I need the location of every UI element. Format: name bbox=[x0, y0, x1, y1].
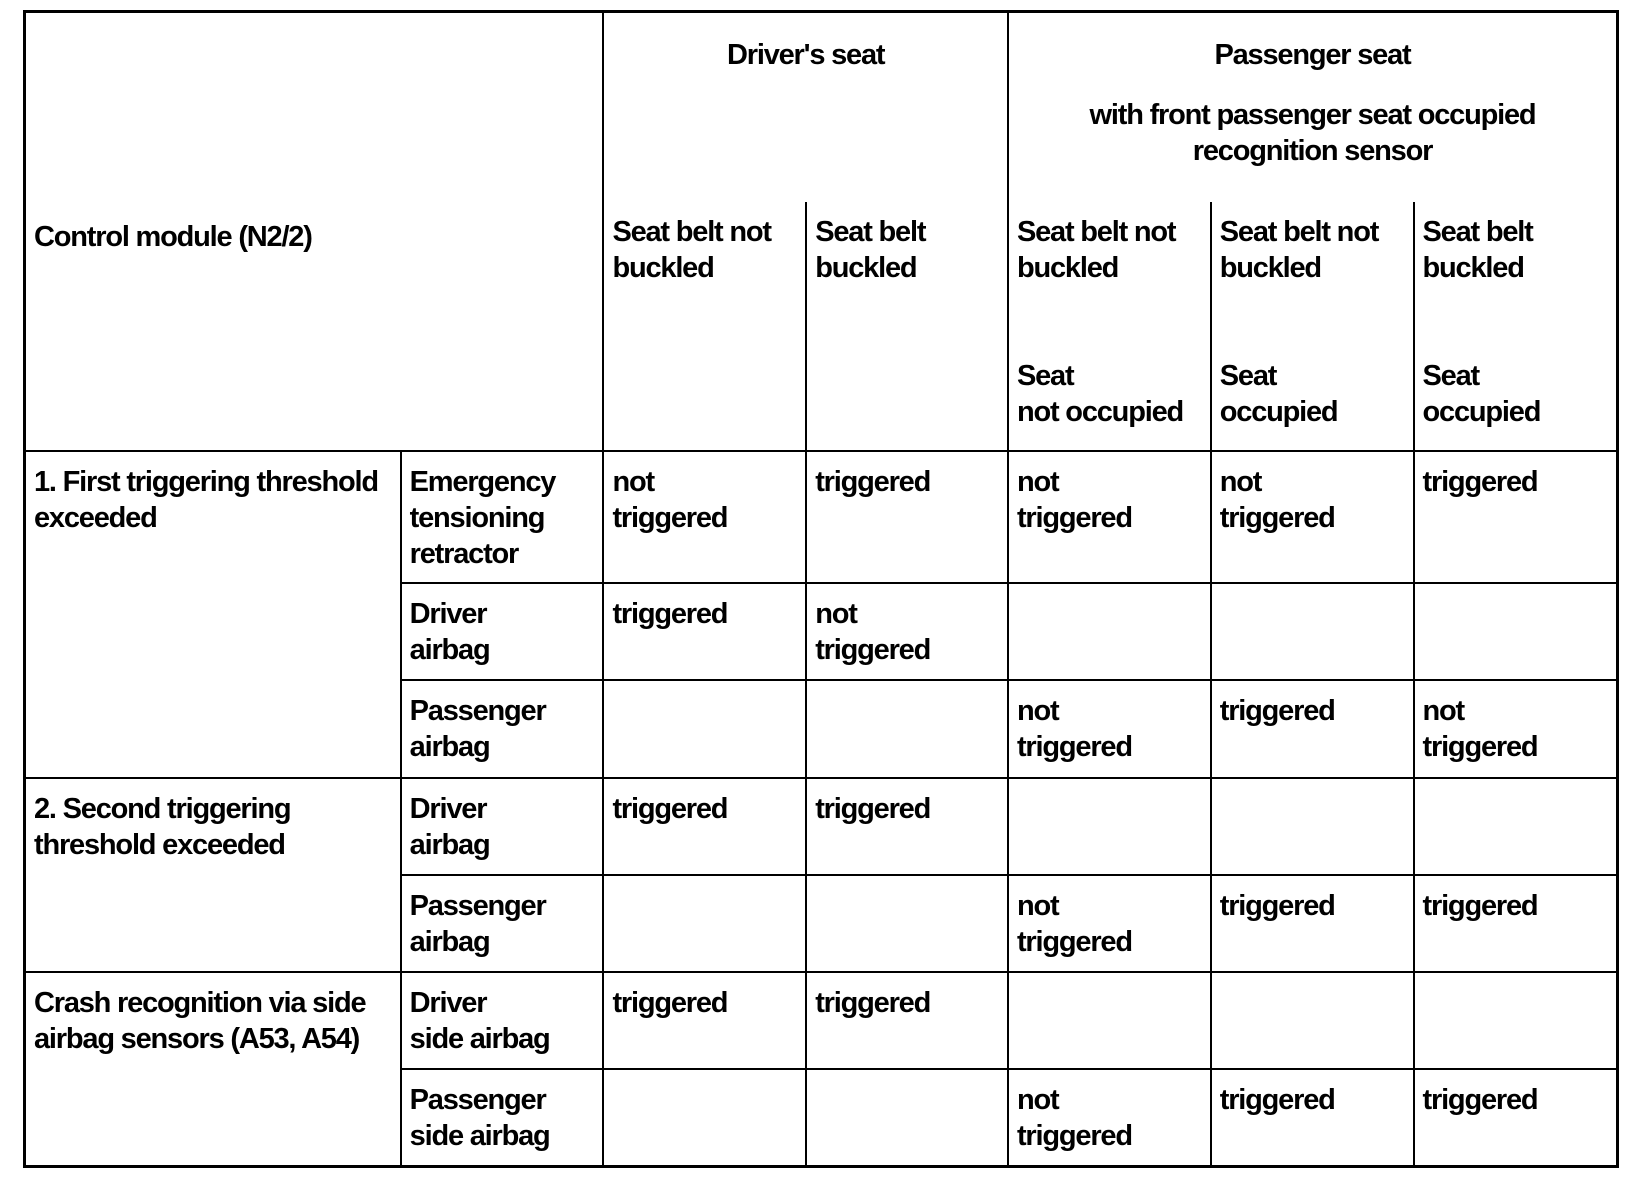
passenger-seat-sensor-note: with front passenger seat occupied recognition sensor bbox=[1089, 99, 1536, 167]
airbag-triggering-table bbox=[23, 10, 1619, 1168]
table-cell bbox=[1211, 972, 1414, 1069]
table-cell bbox=[1414, 778, 1618, 875]
column-header-line2: Seat not occupied bbox=[1016, 359, 1184, 428]
table-cell bbox=[603, 680, 806, 777]
table-cell: triggered bbox=[1414, 1069, 1618, 1166]
passenger-seat-header bbox=[1008, 12, 1618, 202]
table-cell bbox=[1008, 583, 1211, 680]
column-header-driver-belt-not-buckled bbox=[603, 202, 806, 451]
column-header-passenger-not-buckled-not-occupied bbox=[1008, 202, 1211, 451]
column-header-line1: Seat belt not buckled bbox=[612, 215, 771, 284]
component-label: Driver airbag bbox=[401, 583, 604, 680]
table-cell bbox=[1008, 972, 1211, 1069]
component-label: Driver side airbag bbox=[401, 972, 604, 1069]
table-cell: triggered bbox=[806, 778, 1008, 875]
table-cell: not triggered bbox=[1008, 680, 1211, 777]
table-cell bbox=[1211, 583, 1414, 680]
table-row bbox=[25, 972, 1618, 1069]
table-row bbox=[25, 778, 1618, 875]
group-label-first-threshold: 1. First triggering threshold exceeded bbox=[25, 451, 401, 778]
group-label-second-threshold: 2. Second triggering threshold exceeded bbox=[25, 778, 401, 972]
control-module-label: Control module (N2/2) bbox=[34, 221, 312, 254]
airbag-triggering-table-sheet bbox=[23, 10, 1619, 1168]
table-cell: triggered bbox=[1211, 1069, 1414, 1166]
control-module-header bbox=[25, 12, 604, 451]
table-cell: triggered bbox=[1414, 451, 1618, 584]
table-cell bbox=[1211, 778, 1414, 875]
column-header-line1: Seat belt buckled bbox=[1422, 215, 1533, 284]
table-row bbox=[25, 451, 1618, 584]
table-cell bbox=[1414, 972, 1618, 1069]
table-cell: triggered bbox=[603, 583, 806, 680]
table-cell bbox=[1414, 583, 1618, 680]
column-header-driver-belt-buckled bbox=[806, 202, 1008, 451]
table-cell: triggered bbox=[806, 972, 1008, 1069]
column-header-line1: Seat belt buckled bbox=[815, 215, 926, 284]
drivers-seat-header bbox=[603, 12, 1008, 202]
table-cell: triggered bbox=[806, 451, 1008, 584]
passenger-seat-label: Passenger seat bbox=[1214, 39, 1411, 71]
table-cell: not triggered bbox=[1211, 451, 1414, 584]
table-cell bbox=[806, 1069, 1008, 1166]
column-header-passenger-buckled-occupied bbox=[1414, 202, 1618, 451]
table-cell: triggered bbox=[1414, 875, 1618, 972]
column-header-line1: Seat belt not buckled bbox=[1219, 215, 1379, 284]
drivers-seat-label: Driver's seat bbox=[727, 39, 885, 71]
table-cell: triggered bbox=[603, 972, 806, 1069]
table-cell: not triggered bbox=[1414, 680, 1618, 777]
table-cell: not triggered bbox=[1008, 451, 1211, 584]
table-cell: triggered bbox=[1211, 680, 1414, 777]
column-header-line2: Seat occupied bbox=[1219, 359, 1338, 428]
component-label: Passenger airbag bbox=[401, 680, 604, 777]
table-cell bbox=[603, 1069, 806, 1166]
component-label: Passenger side airbag bbox=[401, 1069, 604, 1166]
table-cell bbox=[806, 875, 1008, 972]
table-cell: triggered bbox=[603, 778, 806, 875]
column-header-passenger-not-buckled-occupied bbox=[1211, 202, 1414, 451]
table-cell: not triggered bbox=[806, 583, 1008, 680]
component-label: Driver airbag bbox=[401, 778, 604, 875]
table-cell: not triggered bbox=[1008, 1069, 1211, 1166]
table-cell: triggered bbox=[1211, 875, 1414, 972]
table-cell: not triggered bbox=[603, 451, 806, 584]
table-cell: not triggered bbox=[1008, 875, 1211, 972]
component-label: Emergency tensioning retractor bbox=[401, 451, 604, 584]
column-header-line2: Seat occupied bbox=[1422, 359, 1541, 428]
table-cell bbox=[603, 875, 806, 972]
table-cell bbox=[1008, 778, 1211, 875]
table-cell bbox=[806, 680, 1008, 777]
component-label: Passenger airbag bbox=[401, 875, 604, 972]
group-label-side-airbag-sensors: Crash recognition via side airbag sensors (A53, A54) bbox=[25, 972, 401, 1166]
column-header-line1: Seat belt not buckled bbox=[1016, 215, 1176, 284]
